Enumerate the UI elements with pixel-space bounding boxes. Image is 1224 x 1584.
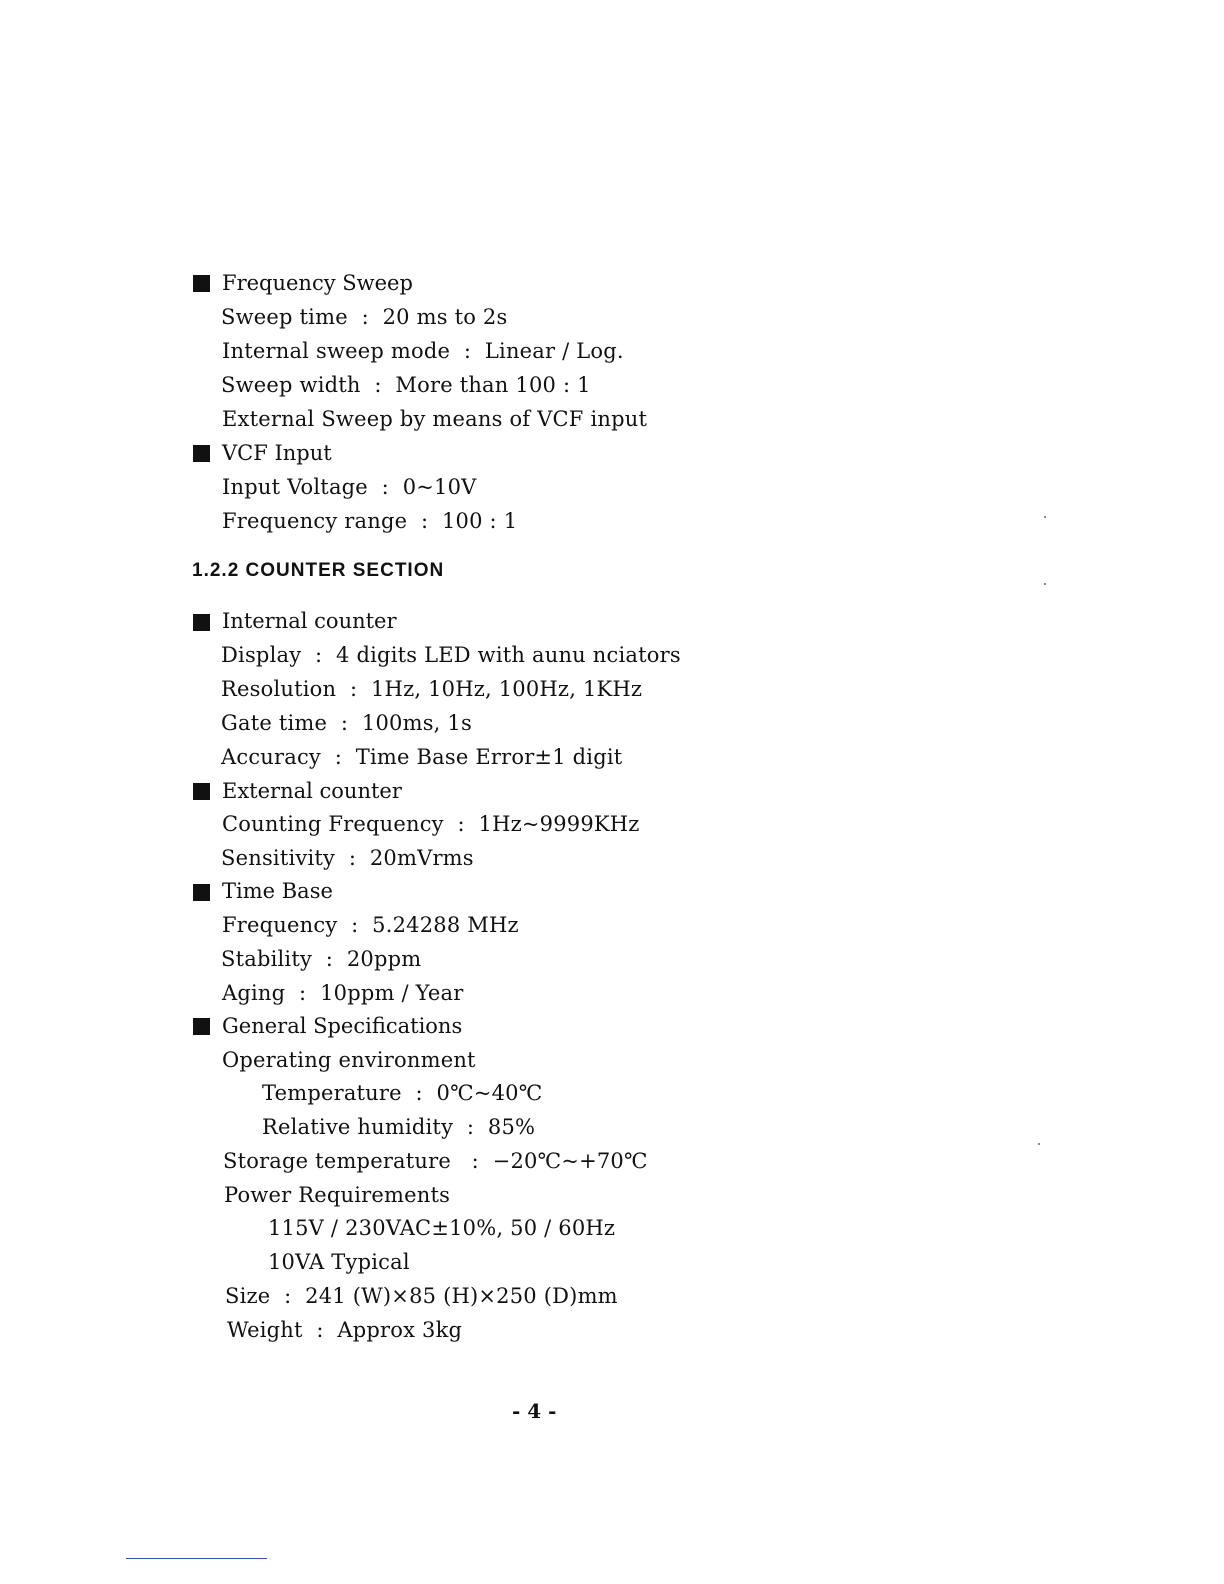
- bullet-marker: [193, 445, 210, 462]
- gate-time-spec: Gate time : 100ms, 1s: [221, 711, 472, 735]
- time-base-heading: Time Base: [222, 879, 333, 903]
- bullet-marker: [193, 275, 210, 292]
- weight-spec: Weight : Approx 3kg: [227, 1318, 463, 1342]
- counter-section-title: 1.2.2 COUNTER SECTION: [192, 560, 445, 581]
- stability-spec: Stability : 20ppm: [221, 947, 422, 971]
- bullet-marker: [193, 614, 210, 631]
- scan-speck: [1044, 516, 1046, 518]
- internal-sweep-mode: Internal sweep mode : Linear / Log.: [222, 339, 624, 363]
- bullet-marker: [193, 1018, 210, 1035]
- counting-frequency-spec: Counting Frequency : 1Hz~9999KHz: [222, 812, 640, 836]
- resolution-spec: Resolution : 1Hz, 10Hz, 100Hz, 1KHz: [221, 677, 643, 701]
- page-number: - 4 -: [512, 1399, 557, 1423]
- sweep-time: Sweep time : 20 ms to 2s: [221, 305, 508, 329]
- bullet-marker: [193, 884, 210, 901]
- power-requirements: Power Requirements: [224, 1183, 451, 1207]
- scan-speck: [1044, 583, 1046, 585]
- sweep-width: Sweep width : More than 100 : 1: [221, 373, 591, 397]
- frequency-sweep-heading: Frequency Sweep: [222, 271, 413, 295]
- vcf-input-heading: VCF Input: [222, 441, 332, 465]
- aging-spec: Aging : 10ppm / Year: [222, 981, 464, 1005]
- size-spec: Size : 241 (W)×85 (H)×250 (D)mm: [225, 1284, 618, 1308]
- footnote-rule: [126, 1558, 267, 1559]
- general-specs-heading: General Specifications: [222, 1014, 463, 1038]
- power-voltage-spec: 115V / 230VAC±10%, 50 / 60Hz: [268, 1216, 616, 1240]
- storage-temperature-spec: Storage temperature : −20℃~+70℃: [223, 1149, 648, 1173]
- sensitivity-spec: Sensitivity : 20mVrms: [221, 846, 474, 870]
- external-sweep: External Sweep by means of VCF input: [222, 407, 648, 431]
- external-counter-heading: External counter: [222, 779, 402, 803]
- internal-counter-heading: Internal counter: [222, 609, 397, 633]
- scan-speck: [1038, 1143, 1040, 1145]
- temperature-spec: Temperature : 0℃~40℃: [262, 1081, 543, 1105]
- operating-environment: Operating environment: [222, 1048, 476, 1072]
- display-spec: Display : 4 digits LED with aunu nciators: [221, 643, 681, 667]
- bullet-marker: [193, 783, 210, 800]
- time-base-frequency: Frequency : 5.24288 MHz: [222, 913, 519, 937]
- frequency-range: Frequency range : 100 : 1: [222, 509, 518, 533]
- input-voltage: Input Voltage : 0~10V: [222, 475, 477, 499]
- accuracy-spec: Accuracy : Time Base Error±1 digit: [221, 745, 623, 769]
- power-va-spec: 10VA Typical: [268, 1250, 410, 1274]
- humidity-spec: Relative humidity : 85%: [262, 1115, 536, 1139]
